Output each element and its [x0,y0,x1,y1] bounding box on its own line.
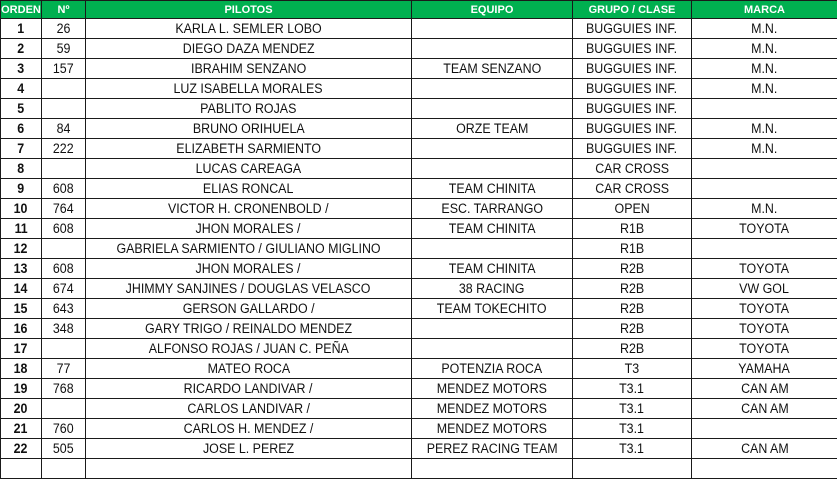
cell-pilotos[interactable] [86,139,412,159]
cell-orden-text: 3 [18,60,25,78]
cell-marca-text: M.N. [751,40,777,58]
cell-grupo-clase-text: R2B [620,260,644,278]
cell-equipo[interactable] [412,439,573,459]
cell-numero-text: 608 [53,260,74,278]
cell-grupo-clase[interactable] [573,279,692,299]
cell-grupo-clase[interactable] [573,359,692,379]
cell-grupo-clase-text: BUGGUIES INF. [586,120,677,138]
cell-orden[interactable] [1,299,42,319]
cell-marca-text: M.N. [751,20,777,38]
col-header-marca[interactable]: MARCA [692,1,837,19]
cell-numero-text: 222 [53,140,74,158]
cell-grupo-clase-text: R2B [620,300,644,318]
cell-numero[interactable] [42,219,86,239]
cell-marca-text: M.N. [751,140,777,158]
cell-grupo-clase[interactable] [573,319,692,339]
cell-grupo-clase[interactable] [573,399,692,419]
cell-grupo-clase-text: T3.1 [620,440,645,458]
cell-equipo[interactable] [412,459,573,479]
cell-grupo-clase-text: T3.1 [620,420,645,438]
cell-marca[interactable] [692,279,837,299]
cell-orden-text: 18 [14,360,28,378]
cell-equipo[interactable] [412,219,573,239]
col-header-orden[interactable]: ORDEN [1,1,42,19]
cell-pilotos[interactable] [86,59,412,79]
cell-marca-text: TOYOTA [740,220,790,238]
cell-equipo[interactable] [412,39,573,59]
cell-pilotos-text: KARLA L. SEMLER LOBO [175,20,321,38]
cell-orden-text: 8 [18,160,25,178]
cell-marca[interactable] [692,379,837,399]
cell-orden[interactable] [1,199,42,219]
cell-numero[interactable] [42,159,86,179]
cell-pilotos[interactable] [86,39,412,59]
cell-numero[interactable] [42,139,86,159]
cell-marca-text: VW GOL [740,280,790,298]
cell-orden-text: 7 [18,140,25,158]
cell-pilotos[interactable] [86,339,412,359]
cell-pilotos-text: GABRIELA SARMIENTO / GIULIANO MIGLINO [116,240,380,258]
cell-numero-text: 608 [53,220,74,238]
table-row [1,279,837,299]
cell-equipo[interactable] [412,159,573,179]
cell-pilotos[interactable] [86,399,412,419]
cell-marca-text: CAN AM [741,380,789,398]
col-header-equipo[interactable]: EQUIPO [412,1,573,19]
cell-grupo-clase-text: BUGGUIES INF. [586,140,677,158]
cell-marca-text: TOYOTA [740,340,790,358]
table-row [1,139,837,159]
cell-numero[interactable] [42,359,86,379]
cell-marca-text: CAN AM [741,400,789,418]
cell-numero-text: 764 [53,200,74,218]
cell-marca-text: TOYOTA [740,300,790,318]
cell-grupo-clase[interactable] [573,419,692,439]
cell-grupo-clase-text: T3.1 [620,380,645,398]
cell-grupo-clase-text: BUGGUIES INF. [586,20,677,38]
cell-marca[interactable] [692,299,837,319]
cell-pilotos-text: IBRAHIM SENZANO [191,60,306,78]
cell-pilotos[interactable] [86,439,412,459]
cell-equipo-text: MENDEZ MOTORS [437,420,547,438]
cell-marca-text: M.N. [751,200,777,218]
cell-pilotos[interactable] [86,79,412,99]
cell-equipo[interactable] [412,379,573,399]
cell-marca[interactable] [692,139,837,159]
cell-orden-text: 4 [18,80,25,98]
cell-numero[interactable] [42,19,86,39]
cell-pilotos-text: ELIZABETH SARMIENTO [176,140,321,158]
cell-equipo[interactable] [412,279,573,299]
cell-equipo-text: TEAM CHINITA [449,220,536,238]
cell-marca-text: M.N. [751,60,777,78]
cell-pilotos-text: JHON MORALES / [196,220,301,238]
cell-orden-text: 20 [14,400,28,418]
cell-grupo-clase[interactable] [573,159,692,179]
cell-orden[interactable] [1,59,42,79]
cell-marca-text: TOYOTA [740,260,790,278]
col-header-numero[interactable]: Nº [42,1,86,19]
cell-equipo[interactable] [412,339,573,359]
cell-pilotos[interactable] [86,219,412,239]
cell-orden-text: 14 [14,280,28,298]
cell-marca[interactable] [692,439,837,459]
cell-numero-text: 505 [53,440,74,458]
cell-marca[interactable] [692,179,837,199]
cell-numero-text: 348 [53,320,74,338]
cell-pilotos-text: GERSON GALLARDO / [183,300,315,318]
cell-grupo-clase[interactable] [573,79,692,99]
cell-marca[interactable] [692,319,837,339]
cell-marca[interactable] [692,399,837,419]
cell-grupo-clase[interactable] [573,119,692,139]
cell-grupo-clase-text: R1B [620,240,644,258]
cell-pilotos-text: CARLOS LANDIVAR / [187,400,310,418]
cell-numero[interactable] [42,179,86,199]
cell-grupo-clase-text: T3 [625,360,640,378]
table-row [1,359,837,379]
cell-orden-text: 10 [14,200,28,218]
table-row [1,379,837,399]
cell-grupo-clase[interactable] [573,219,692,239]
cell-equipo[interactable] [412,139,573,159]
cell-pilotos[interactable] [86,159,412,179]
table-row [1,399,837,419]
cell-numero-text: 760 [53,420,74,438]
cell-grupo-clase-text: R2B [620,340,644,358]
cell-marca-text: CAN AM [741,440,789,458]
cell-marca[interactable] [692,199,837,219]
cell-grupo-clase-text: BUGGUIES INF. [586,60,677,78]
cell-grupo-clase[interactable] [573,339,692,359]
cell-numero-text: 674 [53,280,74,298]
cell-numero[interactable] [42,79,86,99]
cell-marca[interactable] [692,359,837,379]
cell-orden-text: 13 [14,260,28,278]
table-row [1,19,837,39]
cell-pilotos[interactable] [86,419,412,439]
cell-orden[interactable] [1,119,42,139]
cell-pilotos[interactable] [86,459,412,479]
cell-marca[interactable] [692,19,837,39]
cell-numero[interactable] [42,239,86,259]
cell-equipo[interactable] [412,119,573,139]
cell-orden[interactable] [1,279,42,299]
cell-pilotos-text: PABLITO ROJAS [200,100,296,118]
cell-marca-text: YAMAHA [739,360,791,378]
cell-orden[interactable] [1,179,42,199]
cell-numero[interactable] [42,439,86,459]
cell-grupo-clase-text: CAR CROSS [595,160,669,178]
cell-marca[interactable] [692,259,837,279]
table-row [1,239,837,259]
cell-pilotos[interactable] [86,179,412,199]
table-row [1,39,837,59]
table-row [1,339,837,359]
cell-numero[interactable] [42,339,86,359]
cell-grupo-clase[interactable] [573,299,692,319]
cell-grupo-clase[interactable] [573,459,692,479]
table-row [1,99,837,119]
cell-equipo-text: TEAM CHINITA [449,260,536,278]
cell-equipo[interactable] [412,199,573,219]
cell-equipo-text: PEREZ RACING TEAM [427,440,558,458]
cell-orden[interactable] [1,99,42,119]
cell-pilotos-text: ALFONSO ROJAS / JUAN C. PEÑA [148,340,348,358]
cell-equipo[interactable] [412,179,573,199]
cell-orden[interactable] [1,239,42,259]
cell-pilotos[interactable] [86,379,412,399]
cell-pilotos[interactable] [86,19,412,39]
table-row [1,259,837,279]
cell-pilotos[interactable] [86,199,412,219]
table-row [1,439,837,459]
cell-equipo[interactable] [412,419,573,439]
cell-equipo[interactable] [412,399,573,419]
cell-orden[interactable] [1,439,42,459]
cell-marca[interactable] [692,39,837,59]
cell-marca[interactable] [692,119,837,139]
cell-grupo-clase[interactable] [573,59,692,79]
cell-orden-text: 15 [14,300,28,318]
cell-equipo-text: TEAM CHINITA [449,180,536,198]
cell-numero[interactable] [42,379,86,399]
cell-grupo-clase-text: R2B [620,320,644,338]
cell-orden[interactable] [1,359,42,379]
cell-pilotos[interactable] [86,119,412,139]
cell-marca[interactable] [692,459,837,479]
cell-equipo[interactable] [412,299,573,319]
cell-orden[interactable] [1,79,42,99]
cell-orden[interactable] [1,339,42,359]
cell-numero-text: 77 [57,360,71,378]
cell-numero-text: 59 [57,40,71,58]
cell-orden-text: 12 [14,240,28,258]
cell-pilotos[interactable] [86,319,412,339]
cell-orden-text: 22 [14,440,28,458]
cell-orden[interactable] [1,379,42,399]
cell-equipo[interactable] [412,59,573,79]
cell-equipo-text: 38 RACING [459,280,525,298]
cell-numero-text: 768 [53,380,74,398]
cell-pilotos-text: LUZ ISABELLA MORALES [174,80,323,98]
cell-grupo-clase[interactable] [573,99,692,119]
cell-pilotos[interactable] [86,239,412,259]
table-row [1,79,837,99]
table-row [1,299,837,319]
cell-equipo-text: TEAM SENZANO [443,60,541,78]
table-row [1,319,837,339]
cell-orden[interactable] [1,259,42,279]
cell-orden-text: 19 [14,380,28,398]
cell-numero-text: 84 [57,120,71,138]
cell-grupo-clase[interactable] [573,239,692,259]
cell-grupo-clase[interactable] [573,39,692,59]
cell-equipo[interactable] [412,259,573,279]
cell-numero-text: 643 [53,300,74,318]
cell-marca[interactable] [692,419,837,439]
cell-orden-text: 6 [18,120,25,138]
cell-marca[interactable] [692,99,837,119]
cell-marca[interactable] [692,159,837,179]
cell-marca-text: M.N. [751,120,777,138]
cell-numero[interactable] [42,319,86,339]
cell-orden-text: 16 [14,320,28,338]
cell-pilotos[interactable] [86,359,412,379]
cell-equipo[interactable] [412,19,573,39]
cell-orden-text: 1 [18,20,25,38]
table-row [1,159,837,179]
table-row [1,59,837,79]
cell-numero[interactable] [42,399,86,419]
cell-pilotos[interactable] [86,99,412,119]
cell-pilotos-text: GARY TRIGO / REINALDO MENDEZ [145,320,352,338]
cell-grupo-clase[interactable] [573,179,692,199]
cell-equipo-text: ORZE TEAM [456,120,528,138]
cell-pilotos-text: VICTOR H. CRONENBOLD / [168,200,329,218]
cell-pilotos-text: JOSE L. PEREZ [203,440,294,458]
table-row [1,119,837,139]
cell-orden-text: 5 [18,100,25,118]
cell-numero[interactable] [42,199,86,219]
table-row [1,419,837,439]
cell-pilotos[interactable] [86,279,412,299]
cell-orden-text: 11 [14,220,27,238]
cell-marca[interactable] [692,219,837,239]
cell-equipo-text: POTENZIA ROCA [442,360,543,378]
cell-pilotos-text: BRUNO ORIHUELA [193,120,305,138]
cell-marca[interactable] [692,59,837,79]
cell-orden[interactable] [1,219,42,239]
cell-grupo-clase[interactable] [573,19,692,39]
cell-equipo-text: ESC. TARRANGO [441,200,543,218]
cell-grupo-clase-text: BUGGUIES INF. [586,40,677,58]
cell-grupo-clase[interactable] [573,199,692,219]
cell-orden[interactable] [1,139,42,159]
cell-numero-text: 608 [53,180,74,198]
cell-orden[interactable] [1,419,42,439]
cell-pilotos-text: DIEGO DAZA MENDEZ [183,40,315,58]
cell-pilotos[interactable] [86,299,412,319]
cell-marca-text: TOYOTA [740,320,790,338]
cell-marca[interactable] [692,79,837,99]
cell-grupo-clase-text: OPEN [614,200,649,218]
cell-numero-text: 26 [57,20,71,38]
cell-grupo-clase[interactable] [573,379,692,399]
table-row [1,459,837,479]
cell-grupo-clase-text: R1B [620,220,644,238]
cell-equipo[interactable] [412,99,573,119]
cell-orden[interactable] [1,459,42,479]
cell-numero-text: 157 [53,60,74,78]
cell-numero[interactable] [42,119,86,139]
table-row [1,179,837,199]
cell-numero[interactable] [42,259,86,279]
cell-orden[interactable] [1,159,42,179]
cell-marca[interactable] [692,239,837,259]
cell-grupo-clase[interactable] [573,259,692,279]
cell-numero[interactable] [42,99,86,119]
cell-grupo-clase-text: BUGGUIES INF. [586,100,677,118]
cell-numero[interactable] [42,419,86,439]
cell-equipo[interactable] [412,319,573,339]
cell-pilotos-text: MATEO ROCA [207,360,290,378]
cell-grupo-clase-text: T3.1 [620,400,645,418]
cell-orden-text: 17 [14,340,28,358]
cell-pilotos-text: LUCAS CAREAGA [196,160,302,178]
cell-equipo[interactable] [412,359,573,379]
cell-grupo-clase-text: R2B [620,280,644,298]
cell-pilotos[interactable] [86,259,412,279]
cell-pilotos-text: JHON MORALES / [196,260,301,278]
cell-equipo[interactable] [412,239,573,259]
cell-orden[interactable] [1,19,42,39]
cell-marca[interactable] [692,339,837,359]
cell-equipo[interactable] [412,79,573,99]
col-header-pilotos[interactable]: PILOTOS [86,1,412,19]
cell-grupo-clase-text: CAR CROSS [595,180,669,198]
cell-orden-text: 2 [18,40,25,58]
cell-pilotos-text: RICARDO LANDIVAR / [184,380,313,398]
cell-numero[interactable] [42,459,86,479]
cell-equipo-text: TEAM TOKECHITO [437,300,547,318]
cell-equipo-text: MENDEZ MOTORS [437,400,547,418]
cell-orden[interactable] [1,39,42,59]
cell-numero[interactable] [42,279,86,299]
cell-orden-text: 21 [14,420,28,438]
cell-equipo-text: MENDEZ MOTORS [437,380,547,398]
cell-marca-text: M.N. [751,80,777,98]
cell-numero[interactable] [42,299,86,319]
cell-pilotos-text: ELIAS RONCAL [203,180,293,198]
header-row [1,1,837,19]
cell-orden[interactable] [1,399,42,419]
cell-orden[interactable] [1,319,42,339]
cell-pilotos-text: CARLOS H. MENDEZ / [184,420,314,438]
cell-numero[interactable] [42,39,86,59]
cell-pilotos-text: JHIMMY SANJINES / DOUGLAS VELASCO [126,280,371,298]
table-row [1,219,837,239]
cell-grupo-clase-text: BUGGUIES INF. [586,80,677,98]
cell-grupo-clase[interactable] [573,439,692,459]
table-row [1,199,837,219]
cell-grupo-clase[interactable] [573,139,692,159]
col-header-grupo-clase[interactable]: GRUPO / CLASE [573,1,692,19]
cell-orden-text: 9 [18,180,25,198]
cell-numero[interactable] [42,59,86,79]
